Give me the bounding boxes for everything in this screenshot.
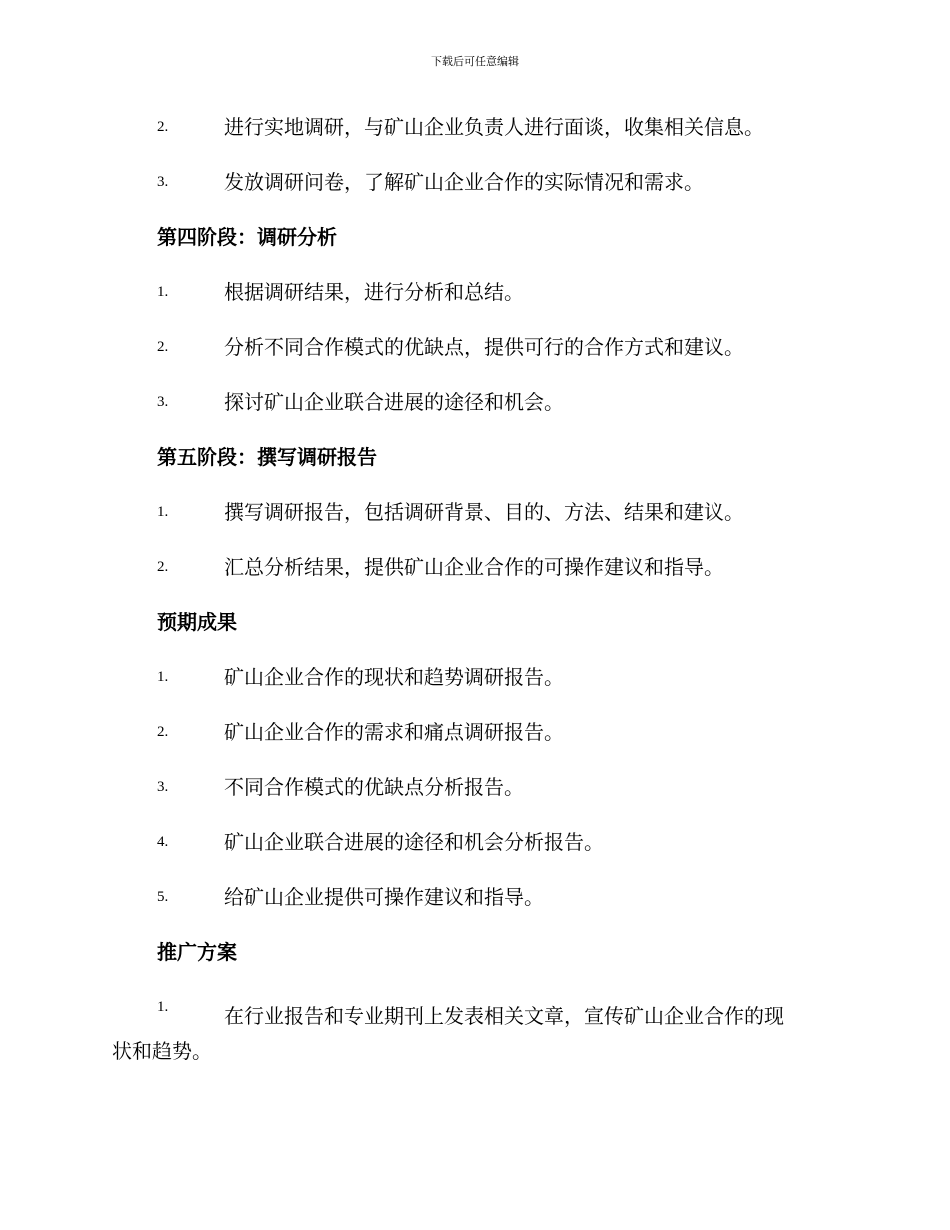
list-item-text: 撰写调研报告，包括调研背景、目的、方法、结果和建议。 <box>224 500 744 524</box>
list-item <box>0 109 950 164</box>
list-item-number: 5. <box>157 889 169 905</box>
list-item-text: 根据调研结果，进行分析和总结。 <box>224 280 524 304</box>
list-item <box>0 549 950 604</box>
list-item-text: 探讨矿山企业联合进展的途径和机会。 <box>224 390 564 414</box>
section-heading <box>0 604 950 659</box>
list-item-number: 2. <box>157 724 169 740</box>
list-item <box>0 989 950 1079</box>
list-item-number: 1. <box>157 504 169 520</box>
list-item-number: 4. <box>157 834 169 850</box>
list-item-text: 矿山企业合作的需求和痛点调研报告。 <box>224 720 564 744</box>
list-item-number: 3. <box>157 394 169 410</box>
list-item <box>0 714 950 769</box>
section-heading <box>0 219 950 274</box>
list-item-number: 3. <box>157 174 169 190</box>
section-heading-text: 推广方案 <box>157 940 237 964</box>
section-heading-text: 第四阶段：调研分析 <box>157 225 337 249</box>
list-item-text: 发放调研问卷，了解矿山企业合作的实际情况和需求。 <box>224 170 704 194</box>
list-item <box>0 879 950 934</box>
list-item <box>0 494 950 549</box>
list-item <box>0 164 950 219</box>
section-heading <box>0 439 950 494</box>
list-item-text: 不同合作模式的优缺点分析报告。 <box>224 775 524 799</box>
list-item-text: 矿山企业合作的现状和趋势调研报告。 <box>224 665 564 689</box>
section-heading <box>0 934 950 989</box>
list-item-text: 分析不同合作模式的优缺点，提供可行的合作方式和建议。 <box>224 335 744 359</box>
list-item-text: 矿山企业联合进展的途径和机会分析报告。 <box>224 830 604 854</box>
list-item <box>0 659 950 714</box>
list-item-text-line2: 状和趋势。 <box>112 1039 212 1063</box>
list-item-number: 1. <box>157 284 169 300</box>
list-item-number: 3. <box>157 779 169 795</box>
document-body <box>0 109 950 1079</box>
list-item-number: 2. <box>157 559 169 575</box>
list-item <box>0 329 950 384</box>
list-item <box>0 769 950 824</box>
list-item-number: 2. <box>157 339 169 355</box>
list-item-text: 给矿山企业提供可操作建议和指导。 <box>224 885 544 909</box>
section-heading-text: 预期成果 <box>157 610 237 634</box>
list-item-text: 汇总分析结果，提供矿山企业合作的可操作建议和指导。 <box>224 555 724 579</box>
list-item-number: 2. <box>157 119 169 135</box>
page-header: 下载后可任意编辑 <box>431 55 519 68</box>
list-item-text-line1: 在行业报告和专业期刊上发表相关文章，宣传矿山企业合作的现 <box>224 1004 784 1028</box>
list-item <box>0 384 950 439</box>
list-item <box>0 274 950 329</box>
section-heading-text: 第五阶段：撰写调研报告 <box>157 445 377 469</box>
list-item <box>0 824 950 879</box>
list-item-text: 进行实地调研，与矿山企业负责人进行面谈，收集相关信息。 <box>224 115 764 139</box>
list-item-number: 1. <box>157 999 169 1015</box>
list-item-number: 1. <box>157 669 169 685</box>
